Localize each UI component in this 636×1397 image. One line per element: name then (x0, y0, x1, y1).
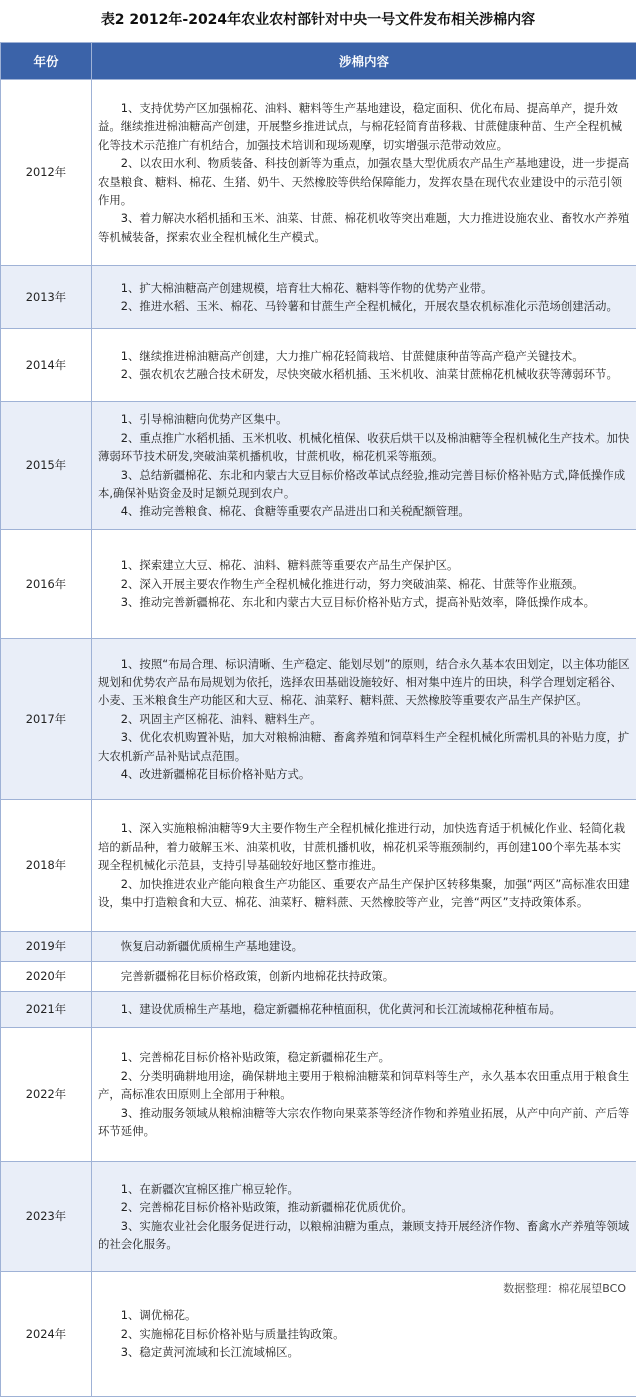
policy-item: 2、完善棉花目标价格补贴政策，推动新疆棉花优质优价。 (98, 1198, 631, 1216)
year-cell: 2024年 (1, 1272, 92, 1397)
year-cell: 2016年 (1, 530, 92, 639)
year-cell: 2018年 (1, 800, 92, 932)
policy-item: 2、重点推广水稻机插、玉米机收、机械化植保、收获后烘干以及棉油糖等全程机械化生产技术。加快薄弱环节技术研发,突破油菜机播机收，甘蔗机收，棉花机采等瓶颈。 (98, 429, 631, 466)
year-cell: 2013年 (1, 266, 92, 329)
policy-item: 1、在新疆次宜棉区推广棉豆轮作。 (98, 1180, 631, 1198)
policy-item: 4、推动完善粮食、棉花、食糖等重要农产品进出口和关税配额管理。 (98, 502, 631, 520)
policy-item: 3、着力解决水稻机插和玉米、油菜、甘蔗、棉花机收等突出难题，大力推进设施农业、畜牧水产养殖等机械装备，探索农业全程机械化生产模式。 (98, 209, 631, 246)
policy-item: 2、加快推进农业产能向粮食生产功能区、重要农产品生产保护区转移集聚，加强“两区”高标准农田建设，集中打造粮食和大豆、棉花、油菜籽、糖料蔗、天然橡胶等产业，完善“两区”支持政策体系。 (98, 875, 631, 912)
content-cell (92, 266, 636, 329)
content-cell (92, 530, 636, 639)
policy-item: 完善新疆棉花目标价格政策，创新内地棉花扶持政策。 (98, 967, 631, 985)
year-cell: 2017年 (1, 639, 92, 800)
policy-table (0, 42, 636, 1397)
policy-item: 2、强农机农艺融合技术研发，尽快突破水稻机插、玉米机收、油菜甘蔗棉花机械收获等薄弱环节。 (98, 365, 631, 383)
year-cell: 2022年 (1, 1028, 92, 1162)
policy-item: 2、分类明确耕地用途，确保耕地主要用于粮棉油糖菜和饲草料等生产，永久基本农田重点用于粮食生产，高标准农田原则上全部用于种粮。 (98, 1067, 631, 1104)
content-cell (92, 639, 636, 800)
table-row (1, 329, 636, 402)
table-row (1, 962, 636, 992)
table-row (1, 800, 636, 932)
content-column-header: 涉棉内容 (92, 43, 636, 80)
policy-item: 2、深入开展主要农作物生产全程机械化推进行动，努力突破油菜、棉花、甘蔗等作业瓶颈。 (98, 575, 631, 593)
policy-item: 1、深入实施粮棉油糖等9大主要作物生产全程机械化推进行动，加快选育适于机械化作业、轻简化栽培的新品种，着力破解玉米、油菜机收，甘蔗机播机收，棉花机采等瓶颈制约，再创建100个率先基本实现全程机械化示范县，支持引导基础较好地区整市推进。 (98, 819, 631, 874)
policy-item: 3、实施农业社会化服务促进行动，以粮棉油糖为重点，兼顾支持开展经济作物、畜禽水产养殖等领域的社会化服务。 (98, 1217, 631, 1254)
table-row (1, 266, 636, 329)
policy-item: 1、建设优质棉生产基地，稳定新疆棉花种植面积，优化黄河和长江流域棉花种植布局。 (98, 1000, 631, 1018)
content-cell (92, 932, 636, 962)
content-cell (92, 1028, 636, 1162)
table-row (1, 1028, 636, 1162)
header-row (1, 43, 636, 80)
policy-item: 1、完善棉花目标价格补贴政策，稳定新疆棉花生产。 (98, 1048, 631, 1066)
table-title: 表2 2012年-2024年农业农村部针对中央一号文件发布相关涉棉内容 (0, 0, 636, 42)
policy-item: 3、推动服务领域从粮棉油糖等大宗农作物向果菜茶等经济作物和养殖业拓展，从产中向产前、产后等环节延伸。 (98, 1104, 631, 1141)
policy-item: 2、以农田水利、物质装备、科技创新等为重点，加强农垦大型优质农产品生产基地建设，进一步提高农垦粮食、糖料、棉花、生猪、奶牛、天然橡胶等供给保障能力，发挥农垦在现代农业建设中的示范引领作用。 (98, 154, 631, 209)
content-cell (92, 1162, 636, 1272)
table-row (1, 1162, 636, 1272)
policy-item: 1、继续推进棉油糖高产创建，大力推广棉花轻简栽培、甘蔗健康种苗等高产稳产关键技术。 (98, 347, 631, 365)
year-cell: 2014年 (1, 329, 92, 402)
policy-item: 1、扩大棉油糖高产创建规模，培育壮大棉花、糖料等作物的优势产业带。 (98, 279, 631, 297)
year-column-header: 年份 (1, 43, 92, 80)
policy-item: 1、按照“布局合理、标识清晰、生产稳定、能划尽划”的原则，结合永久基本农田划定，以主体功能区规划和优势农产品布局规划为依托，选择农田基础设施较好、相对集中连片的田块，科学合理划定稻谷、小麦、玉米粮食生产功能区和大豆、棉花、油菜籽、糖料蔗、天然橡胶等重要农产品生产保护区。 (98, 655, 631, 710)
table-row (1, 402, 636, 530)
table-row (1, 992, 636, 1028)
year-cell: 2023年 (1, 1162, 92, 1272)
policy-item: 1、探索建立大豆、棉花、油料、糖料蔗等重要农产品生产保护区。 (98, 556, 631, 574)
policy-item: 4、改进新疆棉花目标价格补贴方式。 (98, 765, 631, 783)
policy-item: 1、引导棉油糖向优势产区集中。 (98, 410, 631, 428)
year-cell: 2012年 (1, 80, 92, 266)
source-note: 数据整理：棉花展望BCO (503, 1280, 626, 1296)
content-cell (92, 80, 636, 266)
content-cell (92, 992, 636, 1028)
table-row (1, 932, 636, 962)
table-row (1, 639, 636, 800)
policy-item: 恢复启动新疆优质棉生产基地建设。 (98, 937, 631, 955)
content-cell (92, 329, 636, 402)
policy-item: 2、巩固主产区棉花、油料、糖料生产。 (98, 710, 631, 728)
year-cell: 2021年 (1, 992, 92, 1028)
policy-item: 3、稳定黄河流域和长江流域棉区。 (98, 1343, 631, 1361)
table-row (1, 530, 636, 639)
year-cell: 2015年 (1, 402, 92, 530)
content-cell (92, 962, 636, 992)
policy-item: 3、推动完善新疆棉花、东北和内蒙古大豆目标价格补贴方式，提高补贴效率，降低操作成本。 (98, 593, 631, 611)
year-cell: 2019年 (1, 932, 92, 962)
table-row (1, 80, 636, 266)
policy-item: 2、推进水稻、玉米、棉花、马铃薯和甘蔗生产全程机械化，开展农垦农机标准化示范场创建活动。 (98, 297, 631, 315)
content-cell (92, 800, 636, 932)
policy-item: 2、实施棉花目标价格补贴与质量挂钩政策。 (98, 1325, 631, 1343)
year-cell: 2020年 (1, 962, 92, 992)
content-cell (92, 402, 636, 530)
policy-item: 1、支持优势产区加强棉花、油料、糖料等生产基地建设，稳定面积、优化布局、提高单产，提升效益。继续推进棉油糖高产创建，开展整乡推进试点，与棉花轻简育苗移栽、甘蔗健康种苗、生产全程机械化等技术示范推广有机结合，加强技术培训和现场观摩，切实增强示范带动效应。 (98, 99, 631, 154)
policy-item: 3、总结新疆棉花、东北和内蒙古大豆目标价格改革试点经验,推动完善目标价格补贴方式,降低操作成本,确保补贴资金及时足额兑现到农户。 (98, 466, 631, 503)
policy-item: 1、调优棉花。 (98, 1306, 631, 1324)
policy-item: 3、优化农机购置补贴，加大对粮棉油糖、畜禽养殖和饲草料生产全程机械化所需机具的补贴力度，扩大农机新产品补贴试点范围。 (98, 728, 631, 765)
